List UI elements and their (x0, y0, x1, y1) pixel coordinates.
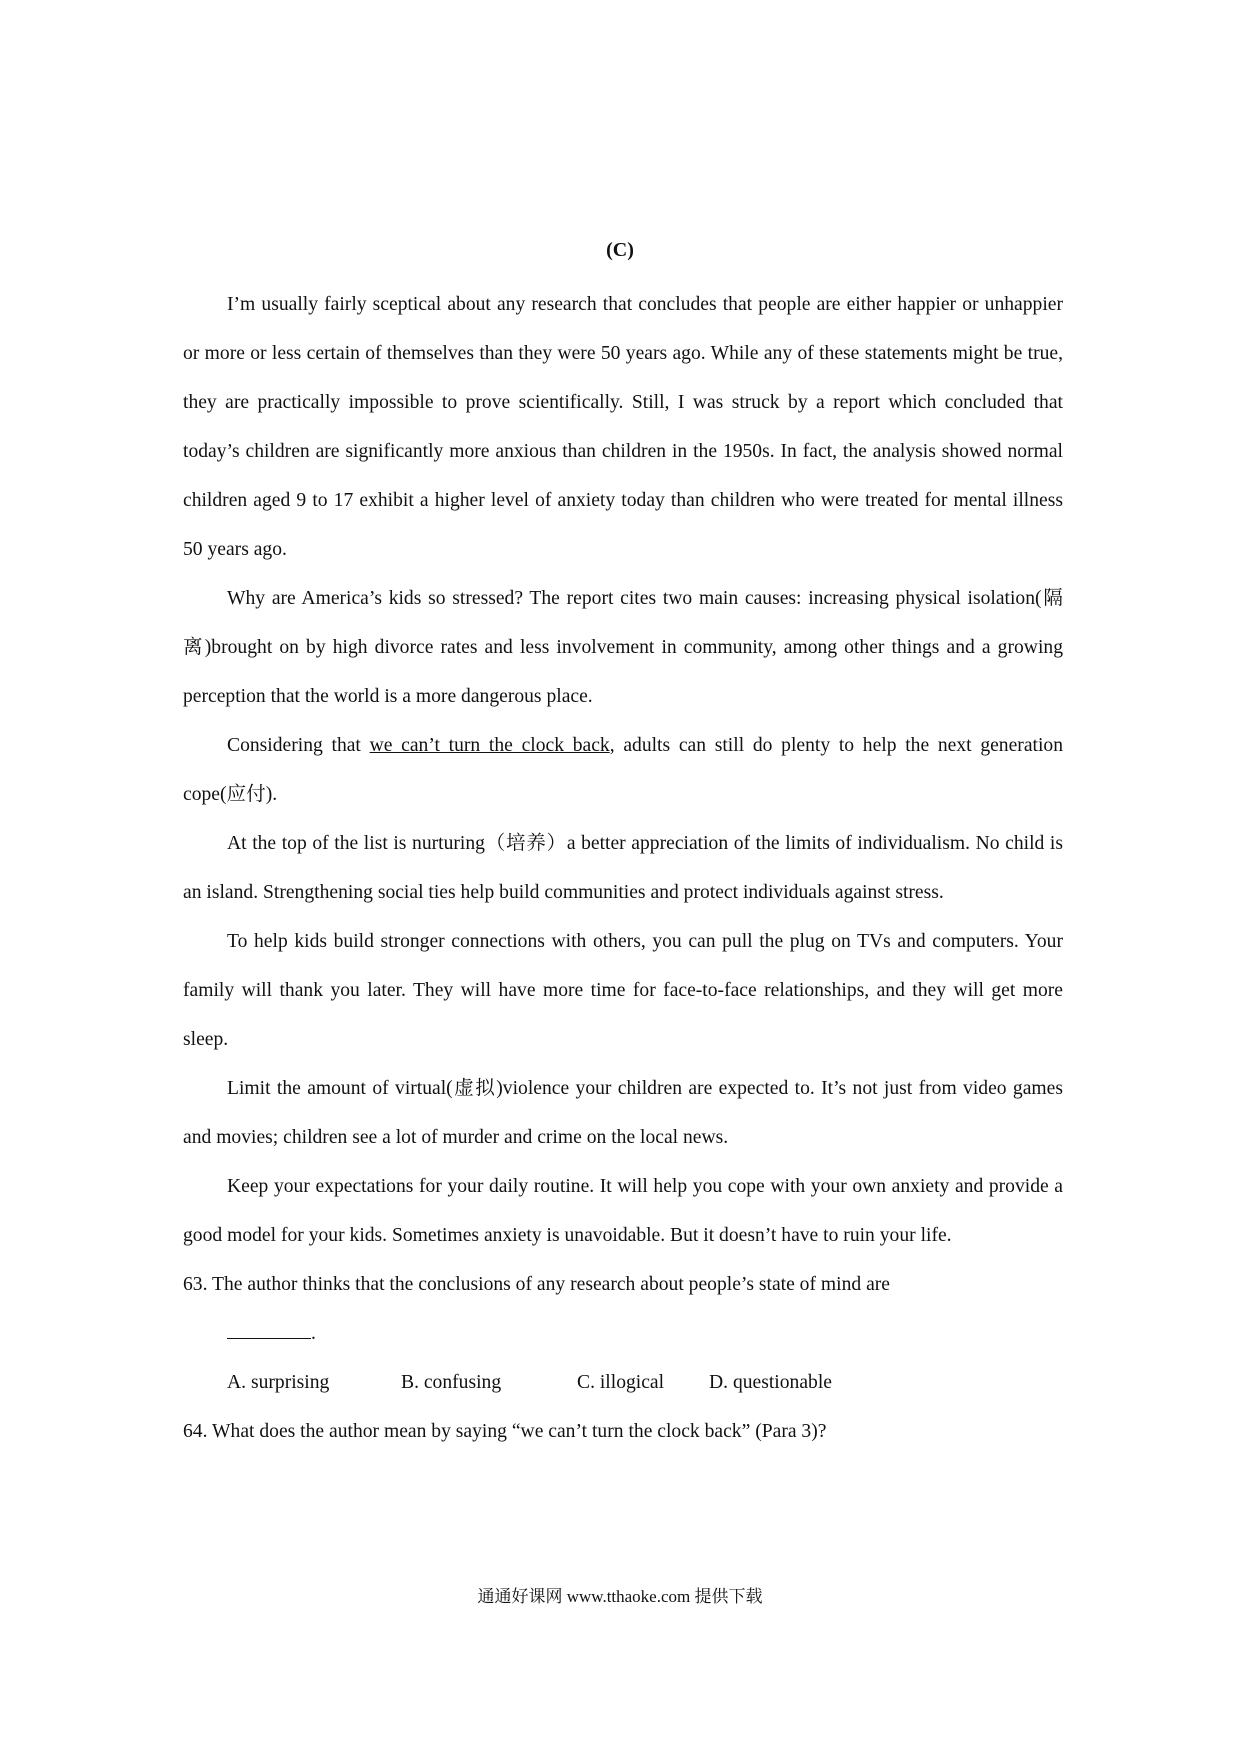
option-a: A. surprising (227, 1372, 330, 1393)
underlined-phrase: we can’t turn the clock back (369, 735, 610, 756)
question-63-blank-line (183, 1309, 1063, 1358)
section-title: (C) (606, 239, 634, 261)
paragraph-7: Keep your expectations for your daily routine. It will help you cope with your own anxiety and provide a good model for your kids. Sometimes anxiety is unavoidable. But it doesn’t have to ruin your life. (183, 1176, 1063, 1246)
paragraph-3-lead: Considering that (227, 735, 370, 756)
paragraph-5: To help kids build stronger connections with others, you can pull the plug on TVs and computers. Your family will thank you later. They will have more time for face-to-face relationships, and they will get more sleep. (183, 931, 1063, 1050)
paragraph-3-rest: , adults can still do plenty to help the next generation cope(应付). (183, 735, 1064, 805)
page-footer: 通通好课网 www.tthaoke.com 提供下载 (477, 1587, 763, 1606)
question-63-stem: 63. The author thinks that the conclusions of any research about people’s state of mind are (183, 1274, 890, 1295)
paragraph-3 (183, 721, 1063, 819)
paragraph-1: I’m usually fairly sceptical about any research that concludes that people are either happier or unhappier or more or less certain of themselves than they were 50 years ago. While any of these statements might be true, they are practically impossible to prove scientifically. Still, I was struck by a report which concluded that today’s children are significantly more anxious than children in the 1950s. In fact, the analysis showed normal children aged 9 to 17 exhibit a higher level of anxiety today than children who were treated for mental illness 50 years ago. (183, 294, 1063, 560)
question-64-stem: 64. What does the author mean by saying “we can’t turn the clock back” (Para 3)? (183, 1421, 827, 1442)
option-d: D. questionable (709, 1372, 832, 1393)
option-c: C. illogical (577, 1372, 665, 1393)
blank-period: . (311, 1323, 316, 1344)
question-63-options (183, 1358, 1063, 1407)
answer-blank (227, 1318, 311, 1339)
paragraph-2: Why are America’s kids so stressed? The report cites two main causes: increasing physical isolation(隔离)brought on by high divorce rates and less involvement in community, among other things and a growing perception that the world is a more dangerous place. (183, 588, 1063, 707)
paragraph-6: Limit the amount of virtual(虚拟)violence your children are expected to. It’s not just from video games and movies; children see a lot of murder and crime on the local news. (183, 1078, 1063, 1148)
option-b: B. confusing (401, 1372, 502, 1393)
passage-body (183, 280, 1063, 1456)
paragraph-4: At the top of the list is nurturing（培养）a better appreciation of the limits of individualism. No child is an island. Strengthening social ties help build communities and protect individuals against stress. (183, 833, 1063, 903)
